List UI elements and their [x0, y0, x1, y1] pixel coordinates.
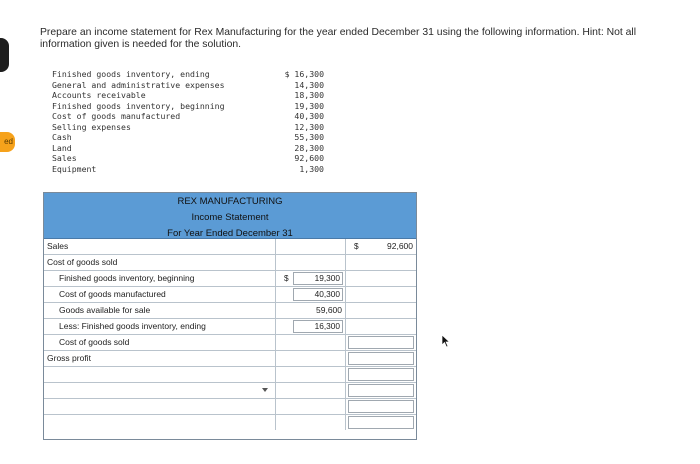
- data-label: Accounts receivable: [52, 90, 146, 100]
- mid-cell[interactable]: [275, 239, 345, 254]
- right-cell: [345, 271, 416, 286]
- data-label: Sales: [52, 153, 77, 163]
- data-label: Selling expenses: [52, 121, 131, 132]
- mid-cell: [275, 335, 345, 350]
- data-row: [52, 101, 324, 112]
- mid-cell: [275, 415, 345, 430]
- mid-cell: [275, 271, 345, 286]
- data-row: [52, 111, 324, 122]
- mid-cell: [275, 255, 345, 270]
- table-row: [44, 383, 416, 399]
- data-row: [52, 122, 324, 133]
- right-cell: [345, 399, 416, 414]
- data-value: 92,600: [294, 153, 324, 163]
- right-cell: [345, 351, 416, 366]
- data-value: 18,300: [294, 90, 324, 100]
- amount-input[interactable]: [348, 400, 414, 413]
- mid-cell: [275, 383, 345, 398]
- amount-input[interactable]: [348, 336, 414, 349]
- statement-header: [44, 193, 416, 239]
- table-row: [44, 239, 416, 255]
- data-row: [52, 164, 324, 175]
- table-row: [44, 415, 416, 431]
- side-tab-label: ed: [4, 137, 13, 146]
- data-label: Finished goods inventory, ending: [52, 69, 210, 79]
- mid-cell: [275, 351, 345, 366]
- data-value: 40,300: [294, 111, 324, 121]
- dollar-sign: $: [284, 273, 289, 283]
- row-label[interactable]: Cost of goods manufactured: [59, 289, 166, 299]
- right-cell: [345, 239, 416, 254]
- data-row: [52, 143, 324, 154]
- amount-input[interactable]: 16,300: [293, 320, 343, 333]
- statement-title: Income Statement: [191, 212, 269, 223]
- table-row: [44, 367, 416, 383]
- data-row: [52, 153, 324, 164]
- amount-input[interactable]: [348, 352, 414, 365]
- dollar-sign: $: [354, 241, 359, 251]
- mid-cell: [275, 303, 345, 318]
- mid-cell: [275, 367, 345, 382]
- table-row: [44, 335, 416, 351]
- row-label[interactable]: Finished goods inventory, beginning: [59, 273, 195, 283]
- row-label: Cost of goods sold: [59, 337, 130, 347]
- data-label: General and administrative expenses: [52, 79, 225, 90]
- data-label: Land: [52, 142, 72, 153]
- data-value: 19,300: [294, 100, 324, 111]
- data-label: Finished goods inventory, beginning: [52, 100, 225, 111]
- given-data-list: [52, 69, 324, 174]
- company-name: REX MANUFACTURING: [177, 196, 283, 207]
- mid-cell: [275, 287, 345, 302]
- table-row: [44, 271, 416, 287]
- data-row: [52, 80, 324, 91]
- row-label: Goods available for sale: [59, 305, 151, 315]
- right-cell: [345, 303, 416, 318]
- right-cell: [345, 287, 416, 302]
- side-tab-current[interactable]: [0, 132, 15, 152]
- data-value: 14,300: [294, 79, 324, 90]
- row-label[interactable]: Less: Finished goods inventory, ending: [59, 321, 206, 331]
- amount-value: 59,600: [316, 305, 342, 315]
- data-value: 12,300: [294, 121, 324, 132]
- row-label: Cost of goods sold: [47, 257, 118, 267]
- table-row: [44, 351, 416, 367]
- table-row: [44, 303, 416, 319]
- table-row: [44, 399, 416, 415]
- right-cell: [345, 383, 416, 398]
- table-row: [44, 319, 416, 335]
- amount-input[interactable]: [348, 384, 414, 397]
- mid-cell: [275, 399, 345, 414]
- data-row: [52, 69, 324, 80]
- data-value: 55,300: [294, 132, 324, 142]
- data-value: $ 16,300: [284, 69, 324, 79]
- amount-input[interactable]: 40,300: [293, 288, 343, 301]
- mouse-cursor-icon: [441, 334, 451, 353]
- data-label: Cash: [52, 132, 72, 142]
- amount-input[interactable]: [348, 368, 414, 381]
- row-label[interactable]: Sales: [47, 241, 69, 251]
- chevron-down-icon[interactable]: [262, 388, 268, 392]
- table-row: [44, 255, 416, 271]
- data-label: Cost of goods manufactured: [52, 111, 181, 121]
- right-cell: [345, 415, 416, 430]
- question-prompt: Prepare an income statement for Rex Manufacturing for the year ended December 31 using the following information. Hint: Not all information given is needed for the solution.: [40, 27, 637, 50]
- table-row: [44, 287, 416, 303]
- income-statement-table: [43, 192, 417, 440]
- data-row: [52, 90, 324, 101]
- right-cell: [345, 335, 416, 350]
- mid-cell: [275, 319, 345, 334]
- statement-period: For Year Ended December 31: [167, 228, 293, 239]
- amount-input[interactable]: [348, 416, 414, 429]
- amount-input[interactable]: 19,300: [293, 272, 343, 285]
- data-label: Equipment: [52, 163, 97, 174]
- side-tab-top[interactable]: [0, 38, 9, 72]
- row-label[interactable]: Gross profit: [47, 353, 91, 363]
- data-row: [52, 132, 324, 143]
- data-value: 28,300: [294, 142, 324, 153]
- right-cell: [345, 319, 416, 334]
- right-cell: [345, 367, 416, 382]
- data-value: 1,300: [299, 163, 324, 174]
- amount-value[interactable]: 92,600: [387, 241, 413, 251]
- right-cell: [345, 255, 416, 270]
